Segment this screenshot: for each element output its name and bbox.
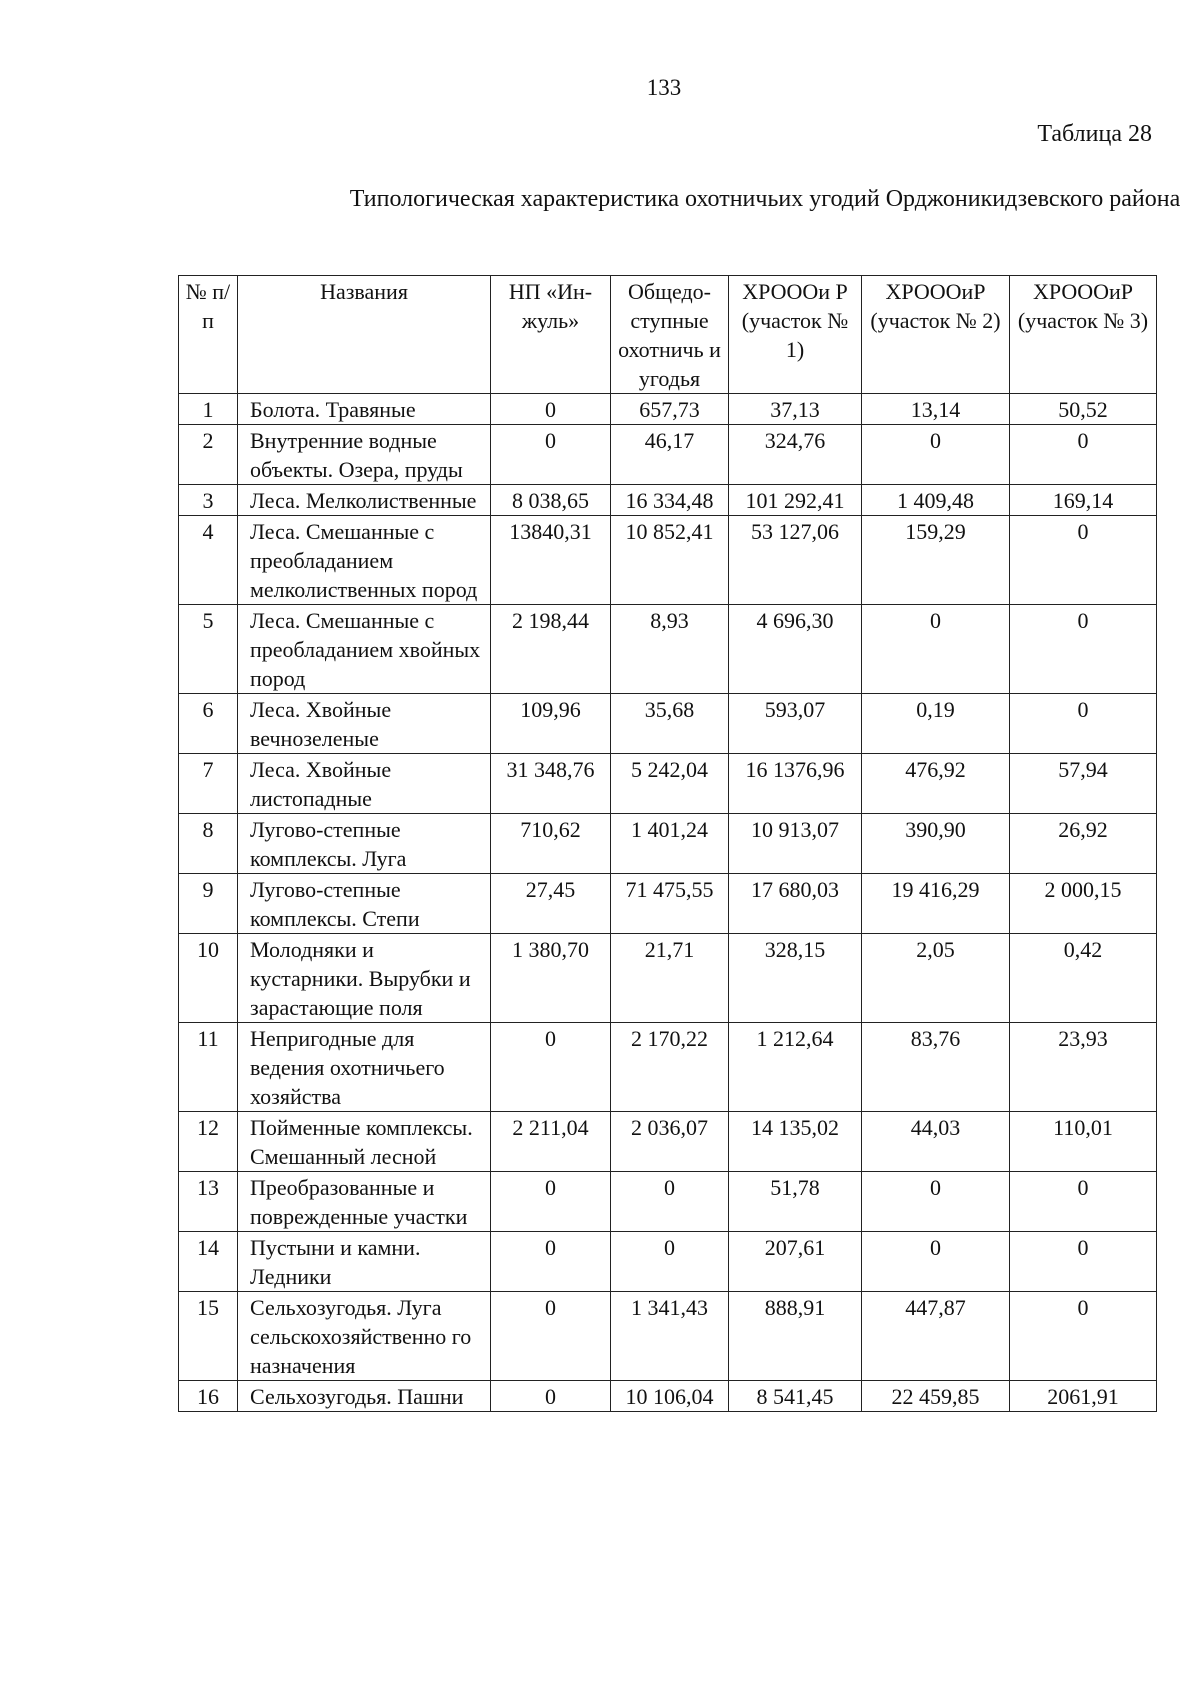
cell-hroooir-plot-3: 26,92 [1010,814,1157,874]
cell-hroooir-plot-2: 0,19 [862,694,1010,754]
cell-row-number: 5 [179,605,238,694]
page-number: 133 [646,75,682,100]
cell-row-number: 8 [179,814,238,874]
cell-public-grounds: 1 401,24 [611,814,729,874]
cell-public-grounds: 1 341,43 [611,1292,729,1381]
cell-hroooir-plot-2: 0 [862,1172,1010,1232]
cell-name: Сельхозугодья. Луга сельскохозяйственно го назначения [238,1292,491,1381]
table-row [179,605,1157,694]
table-row [179,485,1157,516]
cell-hroooir-plot-1: 324,76 [729,425,862,485]
cell-hroooir-plot-2: 19 416,29 [862,874,1010,934]
table-row [179,1023,1157,1112]
cell-name: Пойменные комплексы. Смешанный лесной [238,1112,491,1172]
header-cell: Названия [238,276,491,394]
cell-row-number: 16 [179,1381,238,1412]
table-label: Таблица 28 [1037,121,1152,147]
cell-hroooir-plot-2: 159,29 [862,516,1010,605]
cell-hroooir-plot-2: 83,76 [862,1023,1010,1112]
table-row [179,394,1157,425]
cell-np-inzhul: 0 [491,1023,611,1112]
table-row [179,754,1157,814]
cell-row-number: 11 [179,1023,238,1112]
cell-row-number: 1 [179,394,238,425]
cell-hroooir-plot-3: 0 [1010,694,1157,754]
cell-hroooir-plot-1: 888,91 [729,1292,862,1381]
cell-np-inzhul: 31 348,76 [491,754,611,814]
cell-np-inzhul: 710,62 [491,814,611,874]
table-row [179,425,1157,485]
cell-hroooir-plot-3: 2061,91 [1010,1381,1157,1412]
cell-np-inzhul: 13840,31 [491,516,611,605]
cell-public-grounds: 2 036,07 [611,1112,729,1172]
cell-np-inzhul: 0 [491,425,611,485]
table-row [179,516,1157,605]
cell-np-inzhul: 8 038,65 [491,485,611,516]
cell-hroooir-plot-2: 44,03 [862,1112,1010,1172]
cell-np-inzhul: 2 211,04 [491,1112,611,1172]
cell-name: Преобразованные и поврежденные участки [238,1172,491,1232]
cell-np-inzhul: 0 [491,1232,611,1292]
table-row [179,694,1157,754]
cell-name: Леса. Хвойные листопадные [238,754,491,814]
cell-hroooir-plot-2: 13,14 [862,394,1010,425]
cell-hroooir-plot-1: 16 1376,96 [729,754,862,814]
document-title: Типологическая характеристика охотничьих угодий Орджоникидзевского района [349,186,1181,212]
cell-np-inzhul: 0 [491,1381,611,1412]
cell-hroooir-plot-2: 0 [862,1232,1010,1292]
cell-row-number: 14 [179,1232,238,1292]
cell-hroooir-plot-1: 17 680,03 [729,874,862,934]
table-row [179,1172,1157,1232]
cell-hroooir-plot-1: 8 541,45 [729,1381,862,1412]
cell-public-grounds: 21,71 [611,934,729,1023]
cell-row-number: 12 [179,1112,238,1172]
header-cell: № п/п [179,276,238,394]
cell-public-grounds: 5 242,04 [611,754,729,814]
cell-name: Молодняки и кустарники. Вырубки и зарастающие поля [238,934,491,1023]
cell-public-grounds: 2 170,22 [611,1023,729,1112]
cell-name: Пустыни и камни. Ледники [238,1232,491,1292]
cell-hroooir-plot-3: 0 [1010,1292,1157,1381]
cell-hroooir-plot-3: 0 [1010,425,1157,485]
cell-hroooir-plot-2: 22 459,85 [862,1381,1010,1412]
header-cell: ХРОООи Р (участок № 1) [729,276,862,394]
cell-public-grounds: 10 106,04 [611,1381,729,1412]
cell-hroooir-plot-3: 0 [1010,516,1157,605]
cell-row-number: 15 [179,1292,238,1381]
cell-hroooir-plot-2: 447,87 [862,1292,1010,1381]
table-body [179,394,1157,1412]
cell-public-grounds: 35,68 [611,694,729,754]
cell-public-grounds: 10 852,41 [611,516,729,605]
cell-name: Леса. Хвойные вечнозеленые [238,694,491,754]
cell-hroooir-plot-3: 0 [1010,1232,1157,1292]
cell-name: Леса. Мелколиственные [238,485,491,516]
cell-public-grounds: 657,73 [611,394,729,425]
table-row [179,1292,1157,1381]
cell-name: Сельхозугодья. Пашни [238,1381,491,1412]
cell-hroooir-plot-3: 23,93 [1010,1023,1157,1112]
cell-public-grounds: 46,17 [611,425,729,485]
header-cell: Общедо-ступные охотничь и угодья [611,276,729,394]
cell-row-number: 6 [179,694,238,754]
cell-public-grounds: 71 475,55 [611,874,729,934]
hunting-grounds-table [178,275,1157,1412]
cell-hroooir-plot-3: 0 [1010,605,1157,694]
cell-hroooir-plot-1: 51,78 [729,1172,862,1232]
cell-hroooir-plot-2: 0 [862,425,1010,485]
header-cell: НП «Ин-жуль» [491,276,611,394]
cell-name: Непригодные для ведения охотничьего хозяйства [238,1023,491,1112]
cell-public-grounds: 16 334,48 [611,485,729,516]
table-row [179,1381,1157,1412]
header-cell: ХРОООиР (участок № 3) [1010,276,1157,394]
cell-public-grounds: 0 [611,1232,729,1292]
cell-hroooir-plot-1: 53 127,06 [729,516,862,605]
cell-hroooir-plot-1: 10 913,07 [729,814,862,874]
cell-hroooir-plot-3: 57,94 [1010,754,1157,814]
cell-np-inzhul: 1 380,70 [491,934,611,1023]
cell-hroooir-plot-3: 0 [1010,1172,1157,1232]
header-cell: ХРОООиР (участок № 2) [862,276,1010,394]
cell-name: Леса. Смешанные с преобладанием хвойных пород [238,605,491,694]
cell-public-grounds: 0 [611,1172,729,1232]
cell-row-number: 9 [179,874,238,934]
cell-hroooir-plot-3: 0,42 [1010,934,1157,1023]
cell-name: Леса. Смешанные с преобладанием мелколиственных пород [238,516,491,605]
table-row [179,1112,1157,1172]
cell-hroooir-plot-3: 50,52 [1010,394,1157,425]
cell-hroooir-plot-1: 1 212,64 [729,1023,862,1112]
cell-hroooir-plot-2: 2,05 [862,934,1010,1023]
cell-hroooir-plot-2: 0 [862,605,1010,694]
cell-hroooir-plot-3: 169,14 [1010,485,1157,516]
cell-row-number: 10 [179,934,238,1023]
table-row [179,1232,1157,1292]
cell-row-number: 13 [179,1172,238,1232]
cell-row-number: 2 [179,425,238,485]
cell-name: Лугово-степные комплексы. Степи [238,874,491,934]
cell-row-number: 7 [179,754,238,814]
cell-hroooir-plot-1: 37,13 [729,394,862,425]
cell-np-inzhul: 0 [491,1172,611,1232]
cell-hroooir-plot-1: 593,07 [729,694,862,754]
table-header-row [179,276,1157,394]
cell-hroooir-plot-1: 101 292,41 [729,485,862,516]
cell-hroooir-plot-1: 207,61 [729,1232,862,1292]
cell-hroooir-plot-3: 2 000,15 [1010,874,1157,934]
cell-public-grounds: 8,93 [611,605,729,694]
cell-hroooir-plot-3: 110,01 [1010,1112,1157,1172]
cell-name: Внутренние водные объекты. Озера, пруды [238,425,491,485]
cell-np-inzhul: 0 [491,394,611,425]
table-row [179,814,1157,874]
cell-np-inzhul: 2 198,44 [491,605,611,694]
cell-hroooir-plot-2: 1 409,48 [862,485,1010,516]
cell-np-inzhul: 27,45 [491,874,611,934]
cell-hroooir-plot-1: 14 135,02 [729,1112,862,1172]
cell-row-number: 4 [179,516,238,605]
cell-name: Лугово-степные комплексы. Луга [238,814,491,874]
cell-hroooir-plot-2: 390,90 [862,814,1010,874]
cell-hroooir-plot-2: 476,92 [862,754,1010,814]
cell-name: Болота. Травяные [238,394,491,425]
cell-hroooir-plot-1: 4 696,30 [729,605,862,694]
cell-hroooir-plot-1: 328,15 [729,934,862,1023]
table-row [179,934,1157,1023]
table-row [179,874,1157,934]
cell-row-number: 3 [179,485,238,516]
cell-np-inzhul: 109,96 [491,694,611,754]
cell-np-inzhul: 0 [491,1292,611,1381]
